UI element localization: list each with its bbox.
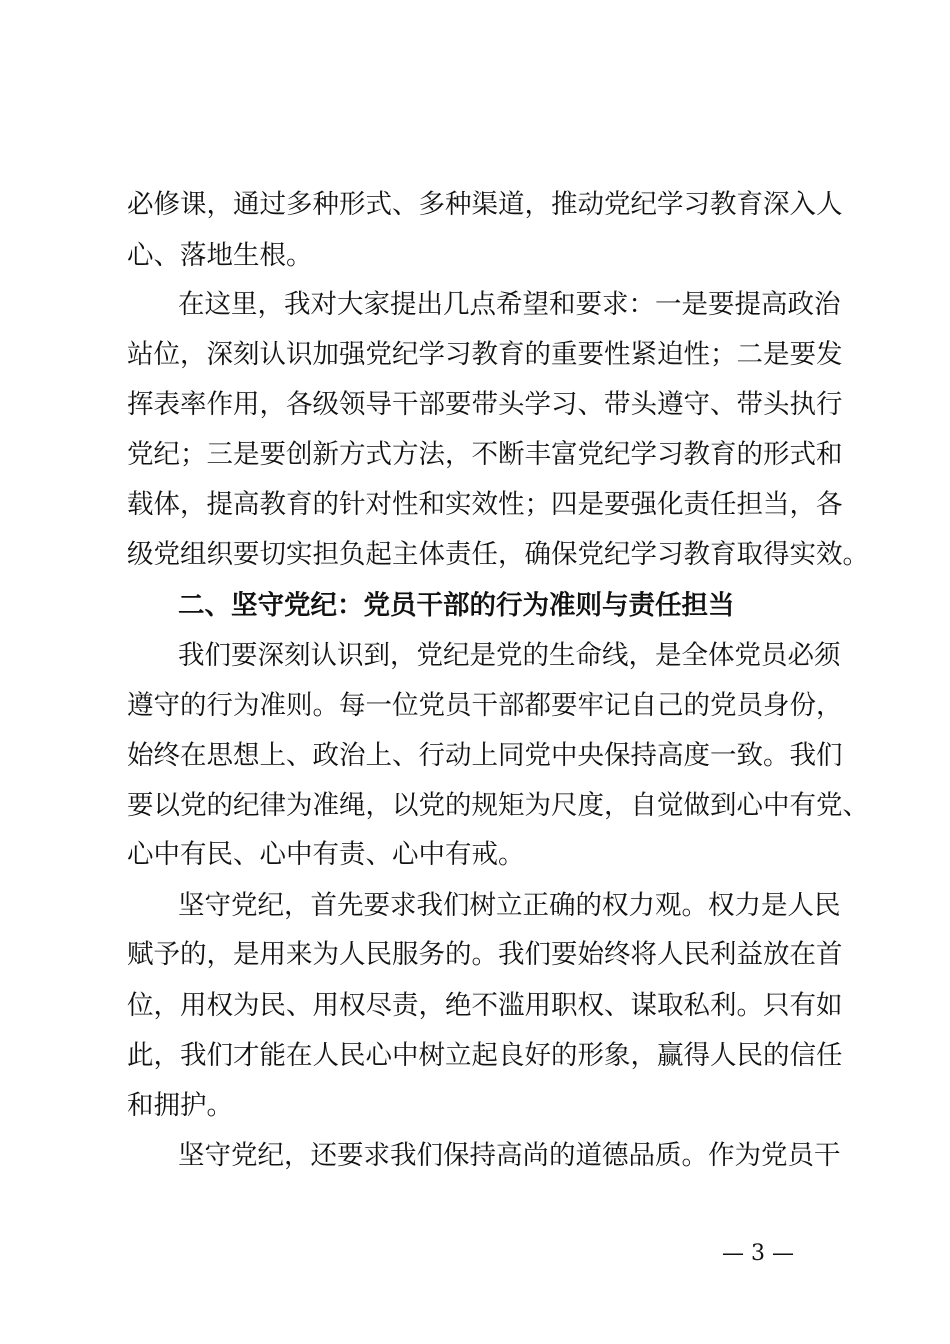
- paragraph-line: 挥表率作用，各级领导干部要带头学习、带头遵守、带头执行: [127, 389, 843, 420]
- paragraph-line: 载体，提高教育的针对性和实效性；四是要强化责任担当，各: [127, 489, 843, 520]
- paragraph-line: 此，我们才能在人民心中树立起良好的形象，赢得人民的信任: [127, 1040, 843, 1071]
- paragraph-line: 始终在思想上、政治上、行动上同党中央保持高度一致。我们: [127, 740, 843, 771]
- paragraph-line: 党纪；三是要创新方式方法，不断丰富党纪学习教育的形式和: [127, 439, 843, 470]
- page-number: — 3 —: [722, 1241, 794, 1266]
- paragraph-line: 在这里，我对大家提出几点希望和要求：一是要提高政治: [178, 289, 841, 320]
- paragraph-line: 坚守党纪，还要求我们保持高尚的道德品质。作为党员干: [178, 1140, 841, 1171]
- paragraph-line: 级党组织要切实担负起主体责任，确保党纪学习教育取得实效。: [127, 539, 869, 570]
- section-heading: 二、坚守党纪：党员干部的行为准则与责任担当: [178, 590, 735, 621]
- paragraph-line: 心中有民、心中有责、心中有戒。: [127, 839, 525, 870]
- paragraph-line: 坚守党纪，首先要求我们树立正确的权力观。权力是人民: [178, 890, 841, 921]
- paragraph-line: 必修课，通过多种形式、多种渠道，推动党纪学习教育深入人: [127, 189, 843, 220]
- paragraph-line: 要以党的纪律为准绳，以党的规矩为尺度，自觉做到心中有党、: [127, 790, 869, 821]
- paragraph-line: 遵守的行为准则。每一位党员干部都要牢记自己的党员身份，: [127, 690, 843, 721]
- paragraph-line: 站位，深刻认识加强党纪学习教育的重要性紧迫性；二是要发: [127, 339, 843, 370]
- paragraph-line: 位，用权为民、用权尽责，绝不滥用职权、谋取私利。只有如: [127, 990, 843, 1021]
- paragraph-line: 我们要深刻认识到，党纪是党的生命线，是全体党员必须: [178, 640, 841, 671]
- paragraph-line: 赋予的，是用来为人民服务的。我们要始终将人民利益放在首: [127, 939, 843, 970]
- paragraph-line: 心、落地生根。: [127, 240, 313, 271]
- paragraph-line: 和拥护。: [127, 1090, 233, 1121]
